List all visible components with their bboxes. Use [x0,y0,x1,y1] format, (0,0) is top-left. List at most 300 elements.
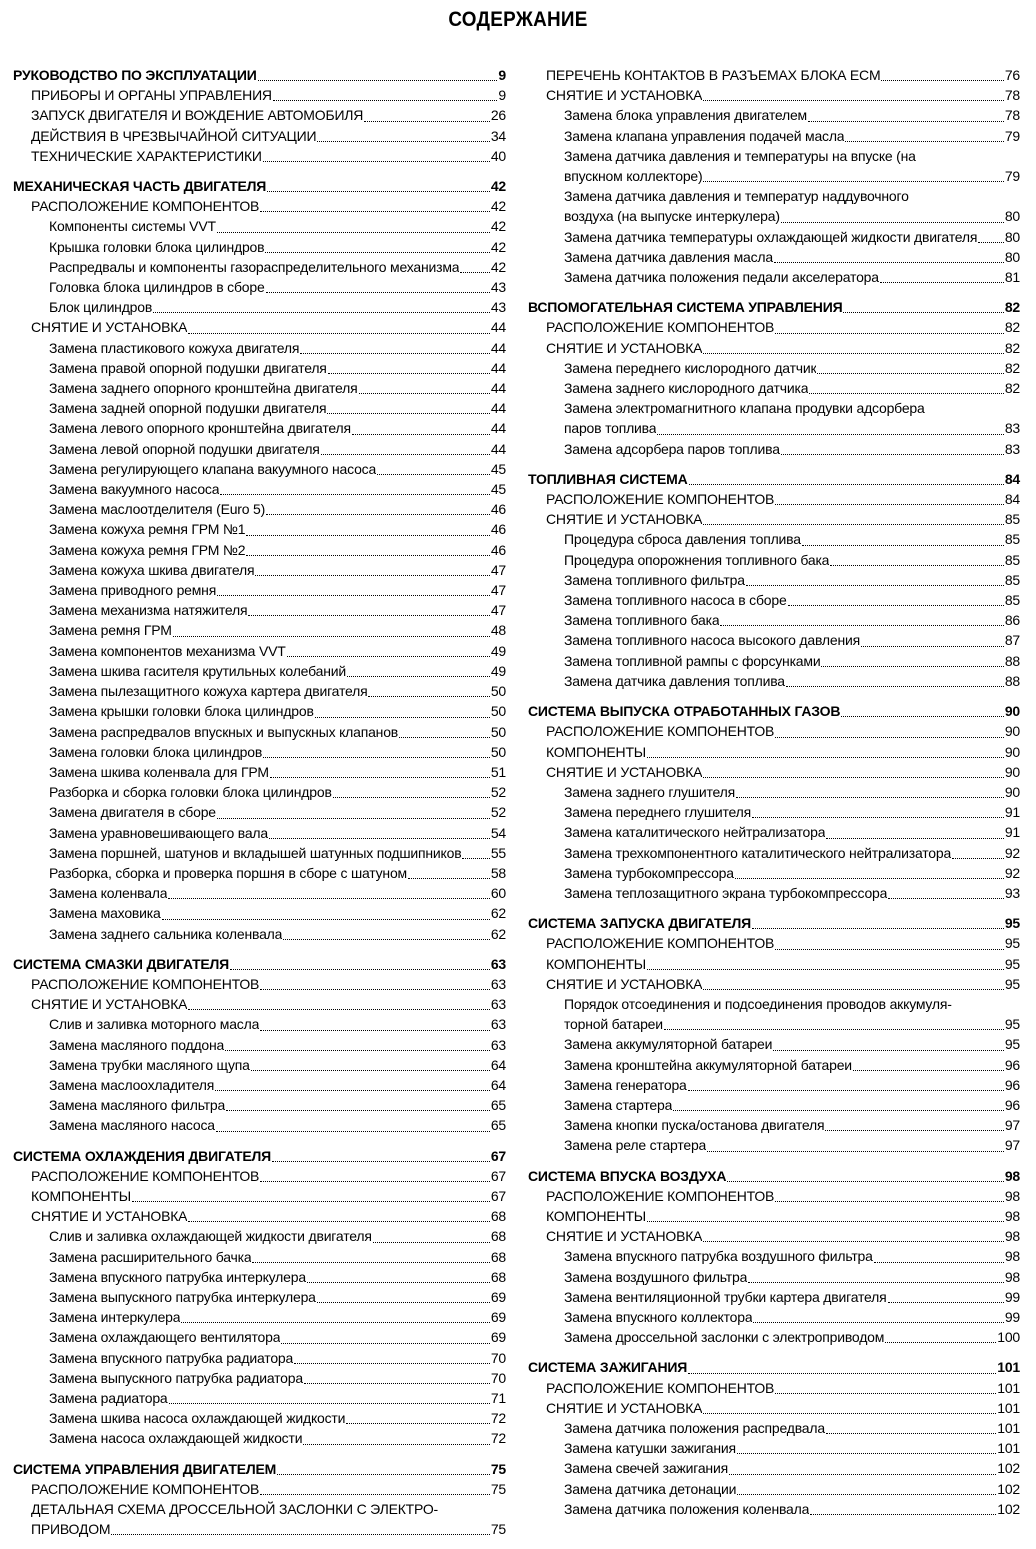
toc-page-number: 44 [490,400,506,417]
toc-item[interactable] [13,1368,506,1388]
dot-leader [260,1494,490,1495]
toc-entry-title: Блок цилиндров [49,299,153,316]
dot-leader [826,838,1004,839]
toc-entry-row [546,509,1020,529]
toc-entry-row [564,126,1020,146]
toc-item[interactable] [528,247,1020,267]
toc-page-number: 65 [490,1097,506,1114]
dot-leader [173,636,490,637]
toc-subsection[interactable] [528,1206,1020,1226]
toc-entry-title: Замена переднего глушителя [564,804,751,821]
toc-item[interactable] [528,1267,1020,1287]
toc-subsection[interactable] [528,933,1020,953]
toc-entry-title: СНЯТИЕ И УСТАНОВКА [31,319,188,336]
toc-item[interactable] [528,1055,1020,1075]
dot-leader [703,524,1003,525]
toc-item[interactable] [13,1014,506,1034]
toc-item[interactable] [13,479,506,499]
toc-entry-title: СИСТЕМА ВЫПУСКА ОТРАБОТАННЫХ ГАЗОВ [528,703,841,720]
toc-entry-title: Замена шкива насоса охлаждающей жидкости [49,1410,346,1427]
toc-page-number: 91 [1004,824,1020,841]
toc-entry-title: ДЕЙСТВИЯ В ЧРЕЗВЫЧАЙНОЙ СИТУАЦИИ [31,127,317,144]
toc-entry-title: Замена масляного поддона [49,1036,225,1053]
toc-page-number: 95 [1004,1016,1020,1033]
toc-entry-first-line: Замена датчика давления и температуры на впуске (на [564,147,916,164]
toc-item[interactable] [13,519,506,539]
toc-subsection[interactable] [13,196,506,216]
toc-chapter[interactable] [13,954,506,974]
toc-page-number: 69 [490,1329,506,1346]
toc-entry-title: Замена свечей зажигания [564,1460,728,1477]
toc-item[interactable] [13,903,506,923]
toc-entry-row [564,418,1020,438]
toc-subsection[interactable] [13,994,506,1014]
toc-item[interactable] [528,782,1020,802]
toc-entry-row [564,843,1020,863]
toc-item[interactable] [528,994,1020,1034]
toc-item[interactable] [528,1287,1020,1307]
toc-chapter[interactable] [13,1146,506,1166]
toc-entry-row [546,974,1020,994]
toc-item[interactable] [13,459,506,479]
toc-item[interactable] [528,529,1020,549]
toc-subsection[interactable] [13,1166,506,1186]
dot-leader [267,191,490,192]
dot-leader [703,100,1003,101]
toc-item[interactable] [13,823,506,843]
toc-item[interactable] [13,802,506,822]
dot-leader [703,181,1003,182]
dot-leader [225,1050,490,1051]
toc-entry-title: Замена кнопки пуска/останова двигателя [564,1117,825,1134]
toc-item[interactable] [528,671,1020,691]
toc-item[interactable] [528,843,1020,863]
toc-entry-row [49,519,506,539]
toc-page-number: 92 [1004,844,1020,861]
toc-chapter[interactable] [13,1459,506,1479]
toc-page-number: 42 [490,218,506,235]
toc-page-number: 60 [490,885,506,902]
toc-entry-title: Замена воздушного фильтра [564,1268,748,1285]
toc-item[interactable] [528,822,1020,842]
dot-leader [327,413,489,414]
toc-chapter[interactable] [528,701,1020,721]
toc-item[interactable] [528,590,1020,610]
toc-item[interactable] [528,358,1020,378]
toc-item[interactable] [13,1075,506,1095]
toc-subsection[interactable] [13,146,506,166]
toc-entry-row [564,1327,1020,1347]
toc-entry-title: Замена датчика давления топлива [564,672,785,689]
dot-leader [978,242,1004,243]
toc-item[interactable] [528,550,1020,570]
toc-item[interactable] [13,1095,506,1115]
toc-item[interactable] [528,610,1020,630]
toc-page-number: 63 [490,1036,506,1053]
toc-chapter[interactable] [528,1357,1020,1377]
toc-item[interactable] [528,1458,1020,1478]
toc-subsection[interactable] [13,85,506,105]
toc-page-number: 80 [1004,248,1020,265]
toc-entry-title: Замена поршней, шатунов и вкладышей шатунных подшипников [49,844,462,861]
toc-page-number: 72 [490,1410,506,1427]
toc-item[interactable] [13,681,506,701]
toc-item[interactable] [528,186,1020,226]
toc-entry-row [546,721,1020,741]
toc-entry-title: Замена маслоохладителя [49,1076,215,1093]
toc-item[interactable] [13,701,506,721]
toc-subsection[interactable] [528,721,1020,741]
toc-entry-title: Замена масляного фильтра [49,1097,226,1114]
toc-entry-title: СНЯТИЕ И УСТАНОВКА [546,511,703,528]
dot-leader [263,161,490,162]
toc-item[interactable] [528,1499,1020,1519]
toc-entry-title: ПРИБОРЫ И ОРГАНЫ УПРАВЛЕНИЯ [31,87,272,104]
toc-item[interactable] [528,1479,1020,1499]
toc-item[interactable] [13,1327,506,1347]
toc-entry-row [49,782,506,802]
toc-item[interactable] [528,1034,1020,1054]
dot-leader [169,1403,490,1404]
toc-item[interactable] [528,1115,1020,1135]
dot-leader [830,565,1004,566]
toc-item[interactable] [13,1035,506,1055]
toc-entry-row [49,1226,506,1246]
toc-subsection[interactable] [528,1378,1020,1398]
toc-item[interactable] [528,1438,1020,1458]
toc-entry-title: Замена механизма натяжителя [49,602,248,619]
toc-item[interactable] [528,1135,1020,1155]
toc-section [13,954,506,1136]
toc-item[interactable] [13,378,506,398]
toc-chapter[interactable] [528,297,1020,317]
dot-leader [703,777,1003,778]
dot-leader [373,1242,490,1243]
dot-leader [352,434,490,435]
toc-entry-title: Процедура сброса давления топлива [564,531,801,548]
toc-entry-row [546,65,1020,85]
toc-item[interactable] [13,1428,506,1448]
dot-leader [727,1181,1003,1182]
toc-item[interactable] [13,863,506,883]
toc-entry-row [49,742,506,762]
toc-entry-title: Замена насоса охлаждающей жидкости [49,1430,303,1447]
toc-entry-row [49,560,506,580]
toc-entry-title: ПЕРЕЧЕНЬ КОНТАКТОВ В РАЗЪЕМАХ БЛОКА ECM [546,67,881,83]
toc-page-number: 9 [498,67,506,83]
toc-page-number: 50 [490,683,506,700]
toc-chapter[interactable] [528,1166,1020,1186]
toc-page-number: 90 [1004,703,1020,720]
dot-leader [270,777,490,778]
toc-entry-row [564,1307,1020,1327]
toc-subsection[interactable] [13,1186,506,1206]
toc-entry-title: СИСТЕМА ЗАПУСКА ДВИГАТЕЛЯ [528,915,751,932]
toc-subsection[interactable] [13,317,506,337]
toc-item[interactable] [528,105,1020,125]
toc-item[interactable] [13,1226,506,1246]
dot-leader [688,1373,996,1374]
toc-subsection[interactable] [528,954,1020,974]
toc-item[interactable] [13,257,506,277]
toc-item[interactable] [13,600,506,620]
toc-entry-title: Замена интеркулера [49,1309,181,1326]
toc-subsection[interactable] [528,338,1020,358]
dot-leader [364,121,490,122]
dot-leader [735,878,1004,879]
toc-entry-row [49,459,506,479]
toc-section [13,65,506,166]
toc-entry-title: Слив и заливка охлаждающей жидкости двигателя [49,1228,372,1245]
toc-page-number: 84 [1004,491,1020,508]
dot-leader [462,858,489,859]
dot-leader [720,625,1003,626]
toc-entry-row [564,1499,1020,1519]
toc-subsection[interactable] [528,509,1020,529]
dot-leader [703,353,1003,354]
toc-chapter[interactable] [13,65,506,85]
toc-entry-row [546,742,1020,762]
toc-subsection[interactable] [13,974,506,994]
toc-subsection[interactable] [528,762,1020,782]
toc-entry-title: Замена переднего кислородного датчик [564,359,817,376]
toc-subsection[interactable] [528,85,1020,105]
toc-item[interactable] [13,742,506,762]
toc-page-number: 43 [490,279,506,296]
toc-page-number: 42 [490,178,506,195]
toc-item[interactable] [528,227,1020,247]
toc-item[interactable] [13,398,506,418]
toc-item[interactable] [13,1408,506,1428]
toc-subsection[interactable] [528,65,1020,85]
dot-leader [881,80,1003,81]
toc-subsection[interactable] [528,1186,1020,1206]
dot-leader [880,282,1004,283]
toc-page-number: 50 [490,723,506,740]
dot-leader [853,1070,1004,1071]
toc-entry-title: Замена левой опорной подушки двигателя [49,440,320,457]
dot-leader [736,797,1004,798]
toc-item[interactable] [13,439,506,459]
toc-entry-title: Разборка, сборка и проверка поршня в сборе с шатуном [49,864,407,881]
toc-item[interactable] [13,782,506,802]
toc-item[interactable] [13,843,506,863]
toc-entry-title: СНЯТИЕ И УСТАНОВКА [546,1399,703,1416]
toc-entry-title: Замена ремня ГРМ [49,622,172,639]
toc-subsection[interactable] [528,1226,1020,1246]
toc-entry-row [49,540,506,560]
dot-leader [775,737,1004,738]
toc-item[interactable] [13,883,506,903]
toc-item[interactable] [528,1307,1020,1327]
toc-page-number: 98 [1004,1187,1020,1204]
toc-entry-row [49,418,506,438]
toc-chapter[interactable] [528,469,1020,489]
toc-subsection[interactable] [528,489,1020,509]
toc-item[interactable] [528,1327,1020,1347]
toc-item[interactable] [13,418,506,438]
toc-item[interactable] [528,863,1020,883]
toc-page-number: 42 [490,258,506,275]
toc-entry-row [49,722,506,742]
toc-page-number: 78 [1004,107,1020,124]
toc-page-number: 96 [1004,1056,1020,1073]
toc-subsection[interactable] [528,974,1020,994]
toc-entry-row [564,1014,1020,1034]
toc-item[interactable] [528,1246,1020,1266]
toc-item[interactable] [13,762,506,782]
toc-entry-row [546,933,1020,953]
toc-item[interactable] [528,126,1020,146]
toc-item[interactable] [528,267,1020,287]
toc-page-number: 65 [490,1117,506,1134]
dot-leader [272,1161,490,1162]
toc-page-number: 85 [1004,531,1020,548]
toc-page-number: 98 [1004,1167,1020,1184]
toc-page-number: 102 [997,1480,1020,1497]
toc-entry-row [564,570,1020,590]
toc-item[interactable] [13,580,506,600]
toc-section [528,1357,1020,1519]
toc-item[interactable] [13,924,506,944]
toc-item[interactable] [13,620,506,640]
toc-page-number: 100 [997,1329,1020,1346]
toc-item[interactable] [528,398,1020,438]
toc-subsection[interactable] [13,1206,506,1226]
toc-subsection[interactable] [13,1499,506,1539]
toc-page-number: 47 [490,561,506,578]
dot-leader [266,514,490,515]
toc-page-number: 68 [490,1208,506,1225]
toc-page-number: 44 [490,380,506,397]
toc-item[interactable] [13,277,506,297]
toc-entry-row [49,1267,506,1287]
toc-entry-title: СНЯТИЕ И УСТАНОВКА [546,763,703,780]
toc-item[interactable] [528,439,1020,459]
toc-item[interactable] [13,1115,506,1135]
toc-entry-title: Замена вентиляционной трубки картера двигателя [564,1288,887,1305]
toc-item[interactable] [13,297,506,317]
toc-subsection[interactable] [528,742,1020,762]
toc-chapter[interactable] [528,913,1020,933]
toc-item[interactable] [528,570,1020,590]
toc-item[interactable] [13,540,506,560]
toc-entry-title: КОМПОНЕНТЫ [546,955,647,972]
toc-item[interactable] [13,1267,506,1287]
toc-entry-title: Замена выпускного патрубка интеркулера [49,1288,316,1305]
toc-item[interactable] [13,216,506,236]
toc-subsection[interactable] [528,317,1020,337]
toc-item[interactable] [13,1247,506,1267]
toc-item[interactable] [13,661,506,681]
toc-item[interactable] [528,883,1020,903]
dot-leader [368,696,489,697]
toc-entry-title: Замена теплозащитного экрана турбокомпрессора [564,884,888,901]
toc-entry-title: Замена вакуумного насоса [49,481,220,498]
toc-item[interactable] [13,499,506,519]
toc-subsection[interactable] [13,1479,506,1499]
toc-item[interactable] [528,146,1020,186]
toc-item[interactable] [528,651,1020,671]
toc-item[interactable] [13,338,506,358]
toc-item[interactable] [13,1287,506,1307]
toc-item[interactable] [528,1095,1020,1115]
toc-page-number: 71 [490,1390,506,1406]
toc-item[interactable] [13,237,506,257]
toc-page-number: 69 [490,1309,506,1326]
toc-item[interactable] [528,1418,1020,1438]
toc-page-number: 45 [490,481,506,498]
toc-subsection[interactable] [13,126,506,146]
toc-entry-row [546,1378,1020,1398]
dot-leader [810,1514,996,1515]
toc-page-number: 79 [1004,168,1020,185]
toc-entry-row [546,489,1020,509]
dot-leader [248,615,489,616]
toc-entry-title: Процедура опорожнения топливного бака [564,551,830,568]
toc-item[interactable] [13,1307,506,1327]
dot-leader [162,919,490,920]
toc-entry-row [49,883,506,903]
toc-entry-title: РАСПОЛОЖЕНИЕ КОМПОНЕНТОВ [546,1379,775,1396]
toc-item[interactable] [13,722,506,742]
toc-item[interactable] [13,1388,506,1408]
toc-entry-row [564,1479,1020,1499]
dot-leader [874,1262,1004,1263]
dot-leader [266,292,490,293]
toc-entry-title: Замена левого опорного кронштейна двигателя [49,420,351,437]
toc-page-number: 97 [1004,1117,1020,1134]
toc-page-number: 47 [490,582,506,599]
toc-entry-row [564,247,1020,267]
toc-item[interactable] [13,1055,506,1075]
toc-subsection[interactable] [13,105,506,125]
toc-entry-row [564,1418,1020,1438]
toc-page-number: 44 [490,339,506,356]
toc-item[interactable] [528,1075,1020,1095]
dot-leader [317,141,489,142]
dot-leader [821,666,1003,667]
toc-item[interactable] [13,358,506,378]
toc-item[interactable] [13,560,506,580]
toc-page-number: 85 [1004,571,1020,588]
toc-entry-title: Замена впускного патрубка интеркулера [49,1268,306,1285]
toc-chapter[interactable] [13,176,506,196]
toc-entry-row [564,822,1020,842]
toc-entry-title: Замена задней опорной подушки двигателя [49,400,327,417]
toc-item[interactable] [528,630,1020,650]
toc-entry-row [49,641,506,661]
dot-leader [111,1534,489,1535]
toc-page-number: 98 [1004,1228,1020,1245]
toc-subsection[interactable] [528,1398,1020,1418]
toc-entry-row [564,529,1020,549]
toc-item[interactable] [13,641,506,661]
toc-item[interactable] [528,802,1020,822]
dot-leader [377,474,490,475]
toc-entry-row [564,267,1020,287]
dot-leader [347,676,490,677]
toc-item[interactable] [13,1348,506,1368]
dot-leader [752,817,1004,818]
toc-entry-row [49,378,506,398]
toc-item[interactable] [528,378,1020,398]
dot-leader [269,838,490,839]
toc-entry-title: Замена топливного бака [564,612,720,629]
toc-entry-row [546,85,1020,105]
dot-leader [703,1241,1003,1242]
dot-leader [328,373,490,374]
